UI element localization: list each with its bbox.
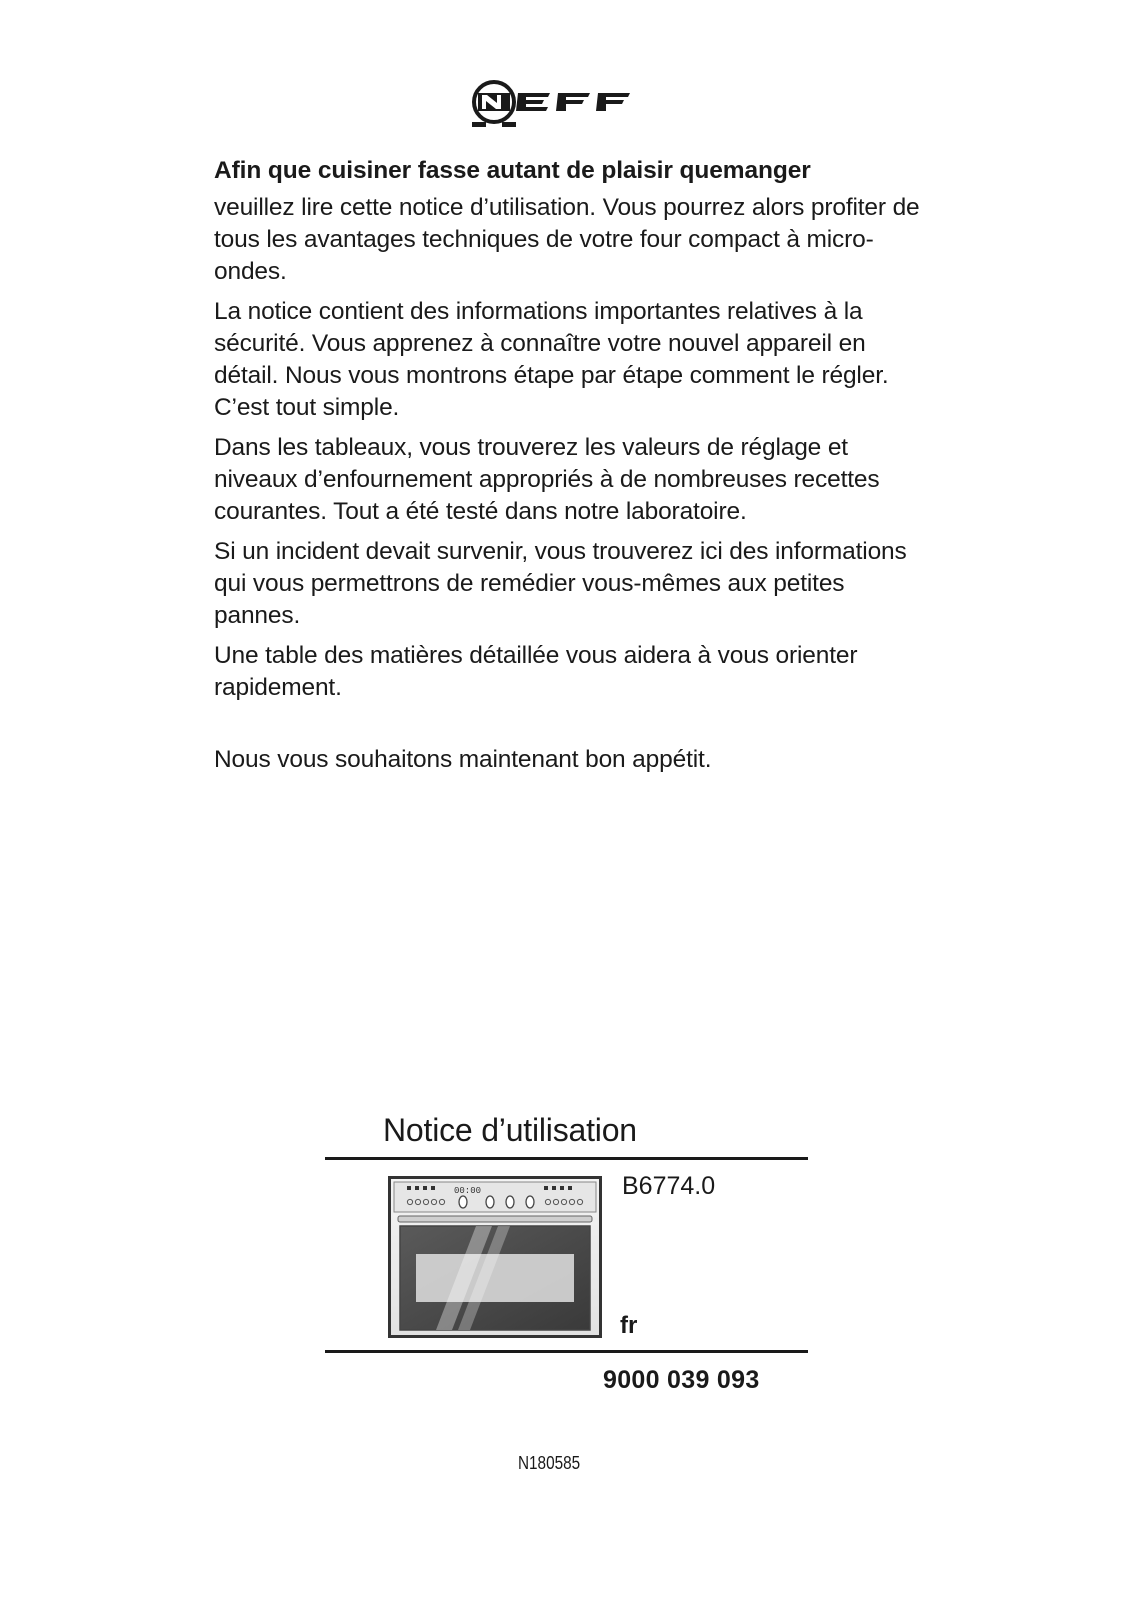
intro-paragraph-3: Dans les tableaux, vous trouverez les valeurs de réglage et niveaux d’enfournement appropriés à de nombreuses recettes courantes. Tout a été testé dans notre laboratoire.: [214, 434, 880, 525]
svg-text:00:00: 00:00: [454, 1186, 482, 1196]
top-divider: [325, 1157, 808, 1160]
document-number: 9000 039 093: [603, 1366, 760, 1394]
intro-paragraph-2: La notice contient des informations importantes relatives à la sécurité. Vous apprenez à connaître votre nouvel appareil en détail. Nous vous montrons étape par étape comment le régler. C’est tout simple.: [214, 298, 889, 421]
image-reference: N180585: [518, 1453, 581, 1473]
notice-title: Notice d’utilisation: [383, 1112, 637, 1148]
language-code: fr: [620, 1312, 638, 1339]
intro-closing: Nous vous souhaitons maintenant bon appétit.: [214, 746, 712, 773]
neff-logo: [468, 78, 633, 130]
intro-paragraph-1: veuillez lire cette notice d’utilisation. Vous pourrez alors profiter de tous les avantages techniques de votre four compact à micro-ondes.: [214, 194, 920, 285]
intro-text: [214, 155, 934, 784]
intro-paragraph-5: Une table des matières détaillée vous aidera à vous orienter rapidement.: [214, 642, 858, 701]
oven-illustration: [388, 1176, 602, 1338]
bottom-divider: [325, 1350, 808, 1353]
intro-heading: Afin que cuisiner fasse autant de plaisir quemanger: [214, 157, 811, 184]
intro-paragraph-4: Si un incident devait survenir, vous trouverez ici des informations qui vous permettrons de remédier vous-mêmes aux petites pannes.: [214, 538, 907, 629]
model-number: B6774.0: [622, 1172, 716, 1200]
